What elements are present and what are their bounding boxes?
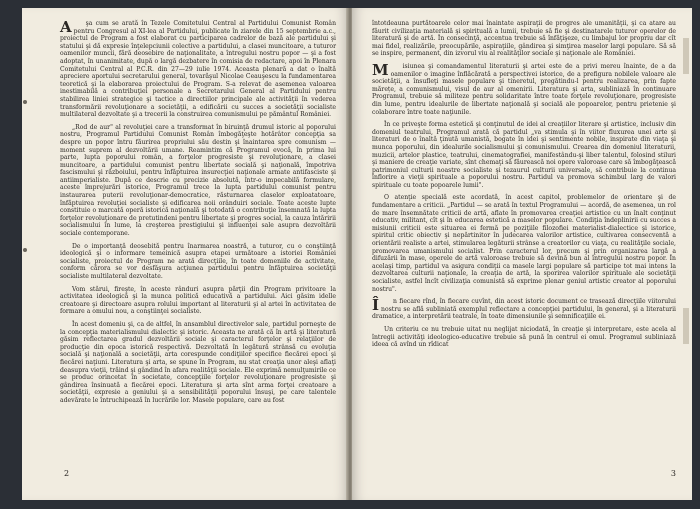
right-paragraph-3: În ce priveşte forma estetică şi conţinutul de idei al creaţiilor literare şi artistice, inclusiv din domeniul teatrului, Programul arată că partidul „va stimula şi în viitor fluxurea unei arte şi literaturi de o înaltă ţinută umanistă, bogate în idei şi sentimente nobile, inspirate din viaţa şi munca poporului, din idealurile socialismului şi comunismului. Crearea din domeniul literaturii, muzicii, artelor plastice, teatrului, cinematografiei, manifestându-şi liber talentul, folosind stiluri şi maniere de creaţie variate, sînt chemaţi să făurească noi opere valoroase care să îmbogăţească patrimoniul culturii noastre socialiste şi tezaurul culturii universale, să contribuie la continua înflorire a vieţii spirituale a poporului nostru. Partidul va promova schimbul larg de valori spirituale cu toate popoarele lumii".: [372, 121, 676, 189]
left-page: [22, 8, 348, 500]
right-paragraph-2: Misiunea şi comandamentul literaturii şi artei este de a privi mereu înainte, de a da oamenilor o imagine înflăcărată a perspectivei istorice, de a prefigura nobilele valoare ale societăţii, a însufleţi masele populare şi tineretul, pregătindu-l pentru realizarea, prin fapte mărețe, a comunismului, visul de aur al omenirii. Literatura şi arta, subliniază în continuare Programul, trebuie să militeze pentru solidaritate între toate forţele revoluţionare, progresiste din lume, pentru idealurile de libertate naţională şi socială ale popoarelor, pentru prietenie şi colaborare între toate naţiunile.: [372, 60, 676, 116]
page-edge-mark: [683, 308, 689, 344]
right-paragraph-4: O atenţie specială este acordată, în acest capitol, problemelor de orientare şi de fundamentare a criticii. „Partidul — se arată în textul Programului — acordă, de asemenea, un rol de mare însemnătate criticii de artă, aflate în promovarea creaţiei artistice cu un înalt conţinut educativ, militant, cît şi în educarea estetică a maselor populare. Condiţia îndeplinirii cu succes a misiunii criticii este situarea ei fermă pe poziţiile filozofiei materialist-dialectice şi istorice, spiritul critic obiectiv şi nepărtinitor în judecarea valorilor artistice, cultivarea consecventă a orientării realiste a artei, stimularea legăturii strânse a creatorilor cu viaţa, cu realităţile sociale, promovarea umanismului socialist. Prin caracterul lor, precum şi prin organizarea largă a difuzării în mase, operele de artă valoroase trebuie să devină bun al întregului nostru popor. În acelaşi timp, partidul va asigura condiţii ca masele largi populare să participe tot mai intens la dezvoltarea culturii naţionale, la creaţia de artă, la sporirea valorilor spirituale ale societăţii socialiste, astfel încît civilizaţia comunistă să exprime plenar geniul artistic creator al poporului nostru".: [372, 194, 676, 293]
left-paragraph-4: Vom stărui, fireşte, în aceste rânduri asupra părţii din Program privitoare la activitatea ideologică şi la munca politică educativă a partidului. Aici găsim idelle creatoare şi directoare asupra rolului important al literaturii şi al artei în activitatea de formare a omului nou, a conştiinţei socialiste.: [60, 285, 336, 316]
binding-hole: [23, 248, 27, 252]
left-paragraph-1: Aşa cum se arată în Tezele Comitetului Central al Partidului Comunist Român pentru Congresul al XI-lea al Partidului, publicate în ziarele din 15 septembrie a.c., proiectul de Program a fost elaborat cu participarea cadrelor de bază ale partidului şi statului şi dă expresie înţelepciunii colective a partidului, a clasei muncitoare, a tuturor oamenilor muncii, fără deosebire de naţionalitate, a întregului nostru popor — şi a fost adoptat, în unanimitate, după o largă dezbatere în comisia de redactare, apoi în Plenara Comitetului Central al P.C.R. din 27—29 iulie 1974. Aceasta plenară a dat o înaltă apreciere aportului secretarului general, tovarăşul Nicolae Ceauşescu la fundamentarea teoretică şi la elaborarea proiectului de Program. S-a relevat de asemenea valoarea inestimabilă a contribuţiei personale a Secretarului General al Partidului pentru stabilirea liniei strategice şi tactice a directiilor principale ale activităţii în vederea transformării revoluţionare a societăţii, a edificării cu succes a societăţii socialiste multilateral dezvoltate şi a trecerii la construirea comunismului pe pământul României.: [60, 18, 336, 119]
page-edge-mark: [683, 38, 689, 74]
binding-hole: [23, 100, 27, 104]
right-paragraph-5: În fiecare rînd, în fiecare cuvînt, din acest istoric document ce trasează direcţiile viitorului nostru se află subliniată exemplul reflectare a concepţiei partidului, în general, şi a literaturii dramatice, a interpretării teatrale, în toate dimensiunile şi semnificaţiile ei.: [372, 296, 676, 321]
right-page: [352, 8, 692, 500]
left-paragraph-5: În acest domeniu şi, ca de altfel, în ansamblul directivelor sale, partidul porneşte de la concepţia materialismului dialectic şi istoric. Aceasta ne arată că în artă şi literatură găsim reflectarea gradul dezvoltării sociale şi caracterul forţelor şi relaţiilor de producţie din epoca istorică respectivă. Dezvoltată în legătură strânsă cu evoluţia socială şi naţională a societăţii, arta corespunde condiţiilor specifice fiecărei epoci şi fiecărei naţiuni. Literatura şi arta, se spune în Program, nu stat creaţia unor aleşi aflaţi deasupra vieţii, trăind şi gândind în afara realităţii sociale. Ele exprimă nemulţumirile ce se produc orincetat în societate, concepţiile forţelor revoluţionare progresiste şi gândirea însinuată a fiecărei epoci. Literatura şi arta sînt arma forţei creatoare a societăţii, expresie a geniului şi a sensibilităţii poporului însuşi, pe care talentele adevărate le întruchipează în lucrările lor. Masele populare, care au fost: [60, 320, 336, 404]
left-paragraph-2: „Rod de aur" al revoluţiei care a transformat în biruinţă drumul istoric al poporului nostru, Programul Partidului Comunist Român îmbogăţeşte hotărâtor concepţia sa despre un popor întru făurirea propriului său destin şi înaintarea spre comunism — moment suprem al dezvoltării umane. Reamintim că Programul evocă, în prima lui parte, lupta poporului român, a forţelor progresiste şi revoluţionare, a clasei muncitoare, a partidului comunist pentru libertate socială şi naţională, împotriva fascismului şi războiului, pentru înfăptuirea insurecţiei naţionale armate antifasciste şi antiimperialiste. După ce descrie cu precizie absolută, într-o impecabilă formulare, aceste împrejurări istorice, Programul trece la lupta partidului comunist pentru instaurarea puterii revoluţionar-democratice, răsturnarea claselor exploatatoare, înfăptuirea revoluţiei socialiste şi edificarea noii orânduiri sociale. Toate aceste lupte constituie o marcată operă istorică naţională şi totodată o contribuţie însemnată la lupta forţelor revoluţionare de pretutindeni pentru libertate şi progres social, la cauza întăririi socialismului în lume, la creşterea prestigiului şi influenţei sale asupra dezvoltării sociale contemporane.: [60, 123, 336, 238]
right-page-number: 3: [670, 469, 676, 478]
left-page-number: 2: [64, 469, 70, 478]
left-paragraph-3: De o importanţă deosebită pentru înarmarea noastră, a tuturor, cu o conştiinţă ideologică şi o informare temeinică asupra etapei următoare a istoriei României socialiste, proiectul de Program ne arată direcţiile, în toate domeniile de activitate, conform cărora se vor desfăşura acţiunea partidului pentru înfăptuirea societăţii socialiste multilateral dezvoltate.: [60, 242, 336, 280]
right-paragraph-1: întotdeauna purtătoarele celor mai înaintate aspiraţii de progres ale umanităţii, şi ca atare au făurit civilizaţia materială şi spirituală a lumii, trebuie să fie şi destinatarele tuturor operelor de literatură şi de artă. În consecinţă, accentua trebuie să înfăţişeze, cu limbajul lor propriu dar cît mai fidel, realizările, preocupările, aspiraţiile, gândirea şi simţirea maselor largi populare. Să să se inspire, permanent, din izvorul viu al realităţilor sociale şi naţionale ale României.: [372, 20, 676, 58]
right-paragraph-6: Un criteriu ce nu trebuie uitat nu neglijat niciodată, în creaţie şi interpretare, este acela al întregii activităţi ideologico-educative trebuie să pună în centrul ei omul. Programul subliniază ideea că avînd un rîdicat: [372, 325, 676, 349]
